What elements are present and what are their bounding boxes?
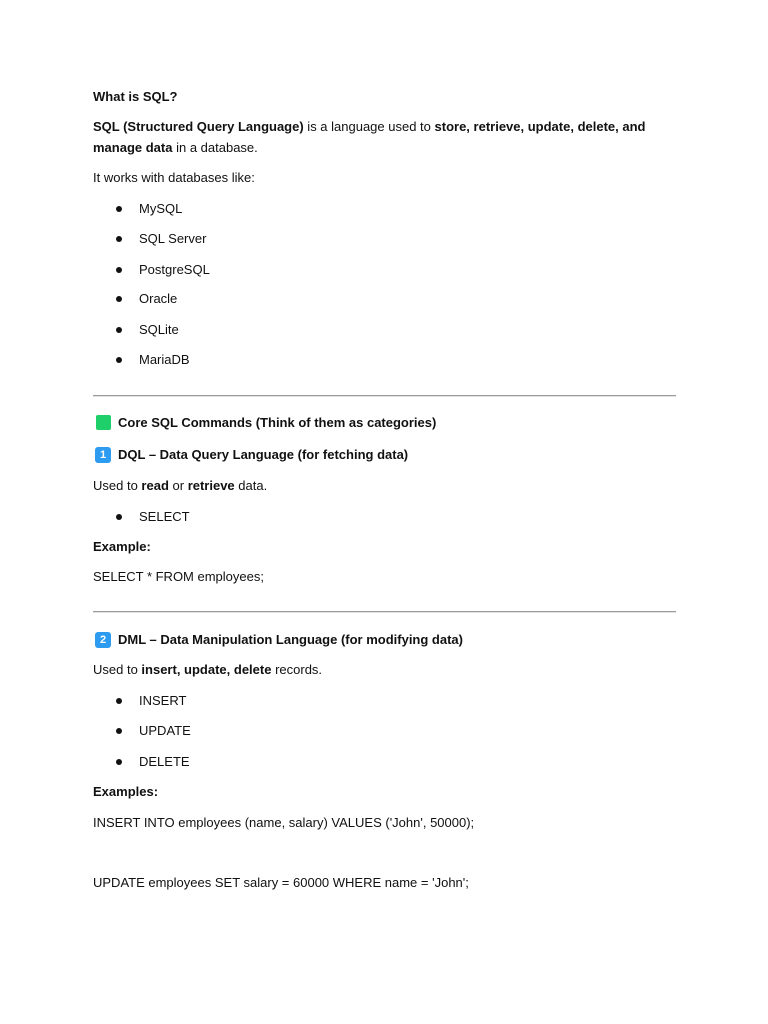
intro-line-1 [93, 118, 645, 136]
intro-mid: is a language used to [303, 119, 435, 134]
dql-description: Used to read or retrieve data. [93, 478, 268, 493]
bullet-icon [116, 514, 122, 520]
bullet-icon [116, 296, 122, 302]
read-term: read [141, 478, 169, 493]
core-commands-heading: Core SQL Commands (Think of them as categories) [118, 415, 437, 430]
dml-description: Used to insert, update, delete records. [93, 662, 323, 677]
intro-end: in a database. [172, 140, 258, 155]
bullet-icon [116, 267, 122, 273]
bullet-icon [116, 698, 122, 704]
dql-heading: DQL – Data Query Language (for fetching data) [118, 447, 409, 462]
page-title: What is SQL? [93, 89, 178, 104]
divider [93, 611, 676, 613]
dml-example-update: UPDATE employees SET salary = 60000 WHERE name = 'John'; [93, 875, 469, 890]
intro-line-2 [93, 139, 258, 157]
intro-actions-2: manage data [93, 140, 173, 155]
number-one-icon: 1 [95, 447, 111, 463]
dml-ops-term: insert, update, delete [141, 662, 272, 677]
green-square-icon [96, 415, 111, 430]
retrieve-term: retrieve [187, 478, 235, 493]
bullet-icon [116, 327, 122, 333]
intro-actions-1: store, retrieve, update, delete, and [434, 119, 646, 134]
dql-example-code: SELECT * FROM employees; [93, 569, 264, 584]
number-two-icon: 2 [95, 632, 111, 648]
databases-intro: It works with databases like: [93, 170, 255, 185]
bullet-icon [116, 357, 122, 363]
divider [93, 395, 676, 397]
bullet-icon [116, 728, 122, 734]
sql-term: SQL (Structured Query Language) [93, 119, 304, 134]
dml-example-insert: INSERT INTO employees (name, salary) VALUES ('John', 50000); [93, 815, 475, 830]
dml-heading: DML – Data Manipulation Language (for modifying data) [118, 632, 463, 647]
bullet-icon [116, 759, 122, 765]
bullet-icon [116, 236, 122, 242]
document-page: What is SQL? SQL (Structured Query Language) is a language used to store, retrieve, update, delete, and manage data in a database. It works with databases like: MySQL SQL Server PostgreSQL Oracle SQLite MariaDB Core SQL Commands (Think of them as categories) 1 DQL – Data Query Language (for fetching data) Used to read or retrieve data. SELECT Example: SELECT * FROM employees; 2 DML – Data Manipulation Language (for modifying data) Used to insert, update, delete records. INSERT UPDATE DELETE Examples: INSERT INTO employees (name, salary) VALUES ('John', 50000); UPDATE employees SET salary = 60000 WHERE name = 'John'; [0, 0, 768, 1024]
bullet-icon [116, 206, 122, 212]
dml-examples-label: Examples: [93, 784, 159, 799]
dql-example-label: Example: [93, 539, 151, 554]
